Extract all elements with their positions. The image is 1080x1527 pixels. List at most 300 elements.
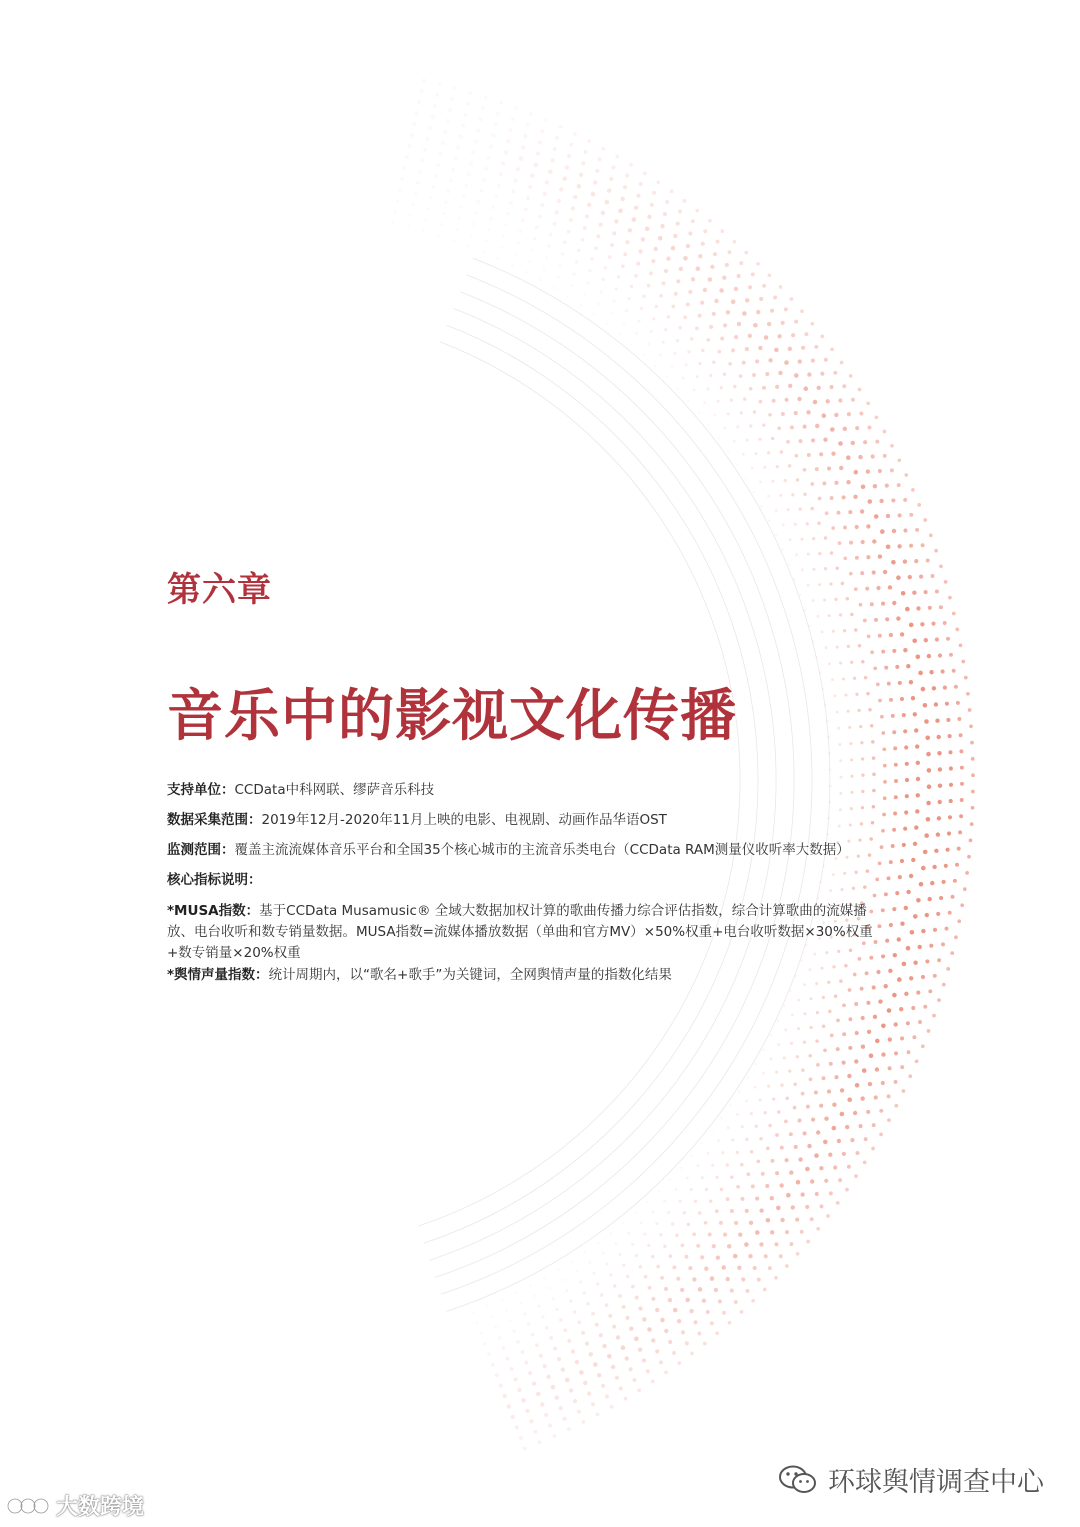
decor-dot — [957, 919, 961, 923]
decor-dot — [571, 1349, 575, 1353]
decor-dot — [544, 1413, 548, 1417]
decor-dot — [733, 385, 737, 389]
decor-dot — [931, 622, 935, 626]
decor-dot — [842, 495, 846, 499]
decor-dot — [450, 97, 454, 101]
decor-dot — [759, 480, 762, 483]
decor-dot — [840, 888, 843, 891]
decor-dot — [789, 538, 792, 541]
decor-dot — [506, 1357, 510, 1361]
decor-dot — [611, 1365, 615, 1369]
decor-dot — [950, 951, 954, 955]
decor-dot — [969, 839, 973, 843]
decor-dot — [671, 1222, 674, 1225]
decor-dot — [828, 662, 831, 665]
decor-dot — [628, 228, 632, 232]
decor-dot — [832, 630, 835, 633]
decor-dot — [963, 887, 967, 891]
decor-dot — [710, 1321, 714, 1325]
monitor-row — [167, 840, 850, 860]
decor-dot — [798, 1119, 802, 1123]
decor-dot — [534, 1294, 537, 1297]
decor-dot — [736, 1185, 740, 1189]
decor-dot — [836, 1201, 840, 1205]
decor-dot — [626, 1275, 630, 1279]
decor-dot — [536, 151, 540, 155]
decor-dot — [832, 1126, 837, 1131]
decor-dot — [918, 1020, 922, 1024]
decor-dot — [557, 276, 560, 279]
decor-dot — [891, 560, 896, 565]
decor-dot — [615, 287, 618, 290]
decor-dot — [907, 1050, 911, 1054]
decor-dot — [644, 1275, 648, 1279]
decor-dot — [479, 117, 483, 121]
decor-dot — [911, 858, 915, 862]
decor-dot — [893, 812, 897, 816]
decor-dot — [489, 217, 492, 220]
decor-dot — [504, 223, 507, 226]
decor-dot — [960, 782, 964, 786]
decor-dot — [842, 1061, 846, 1065]
decor-dot — [734, 1221, 738, 1225]
decor-dot — [741, 1197, 745, 1201]
decor-dot — [722, 1311, 726, 1315]
decor-dot — [777, 426, 781, 430]
decor-dot — [553, 1347, 557, 1351]
decor-dot — [814, 345, 818, 349]
decor-dot — [810, 1217, 814, 1221]
decor-dot — [698, 1287, 703, 1292]
decor-dot — [939, 564, 943, 568]
decor-dot — [428, 126, 433, 131]
decor-dot — [720, 229, 724, 233]
decor-dot — [803, 1012, 806, 1015]
decor-dot — [529, 1284, 532, 1287]
decor-dot — [705, 1188, 708, 1191]
decor-dot — [791, 1205, 795, 1209]
decor-dot — [590, 257, 594, 261]
decor-dot — [875, 878, 879, 882]
decor-dot — [415, 111, 419, 115]
decor-dot — [923, 850, 928, 855]
decor-dot — [540, 129, 544, 133]
opinion-label: *舆情声量指数： — [167, 967, 269, 983]
decor-dot — [516, 1340, 520, 1344]
decor-dot — [872, 805, 876, 809]
decor-dot — [551, 1385, 556, 1390]
decor-dot — [742, 311, 747, 316]
decor-dot — [767, 451, 770, 454]
decor-dot — [733, 240, 737, 244]
decor-dot — [605, 200, 610, 205]
decor-dot — [851, 398, 855, 402]
decor-dot — [819, 1166, 823, 1170]
decor-dot — [686, 303, 690, 307]
decor-dot — [514, 253, 517, 256]
decor-dot — [826, 1214, 830, 1218]
decor-dot — [889, 698, 893, 702]
decor-dot — [848, 726, 851, 729]
decor-dot — [832, 965, 835, 968]
decor-dot — [776, 465, 779, 468]
decor-dot — [836, 1047, 840, 1051]
decor-dot — [690, 337, 694, 341]
decor-dot — [942, 880, 946, 884]
decor-dot — [585, 1342, 589, 1346]
decor-dot — [854, 871, 857, 874]
decor-dot — [756, 310, 760, 314]
decor-dot — [867, 1030, 871, 1034]
decor-dot — [871, 1147, 875, 1151]
decor-dot — [758, 438, 761, 441]
decor-dot — [612, 165, 616, 169]
decor-dot — [851, 441, 855, 445]
decor-dot — [970, 741, 974, 745]
decor-dot — [772, 1097, 775, 1100]
decor-dot — [569, 218, 573, 222]
decor-dot — [609, 1232, 612, 1235]
decor-dot — [753, 1266, 757, 1270]
decor-dot — [944, 580, 948, 584]
decor-dot — [515, 1292, 518, 1295]
decor-dot — [828, 1010, 832, 1014]
decor-dot — [494, 123, 498, 127]
decor-dot — [726, 1197, 730, 1201]
decor-dot — [768, 519, 771, 522]
decor-dot — [971, 790, 975, 794]
decor-dot — [759, 400, 763, 404]
decor-dot — [678, 210, 682, 214]
decor-dot — [888, 585, 892, 589]
decor-dot — [559, 1318, 563, 1322]
decor-dot — [759, 1242, 763, 1246]
decor-dot — [812, 537, 815, 540]
decor-dot — [529, 260, 532, 263]
decor-dot — [791, 333, 795, 337]
decor-dot — [789, 1170, 793, 1174]
decor-dot — [717, 350, 721, 354]
decor-dot — [733, 1254, 738, 1259]
decor-dot — [605, 1395, 609, 1399]
decor-dot — [548, 169, 553, 174]
decor-dot — [882, 813, 886, 817]
decor-dot — [435, 93, 439, 97]
decor-dot — [911, 488, 915, 492]
decor-dot — [538, 215, 542, 219]
decor-dot — [770, 1230, 774, 1234]
decor-dot — [755, 359, 759, 363]
decor-dot — [679, 267, 683, 271]
decor-dot — [906, 1021, 910, 1025]
decor-dot — [715, 1209, 719, 1213]
decor-dot — [876, 683, 880, 687]
decor-dot — [937, 958, 941, 962]
decor-dot — [523, 134, 527, 138]
decor-dot — [865, 971, 869, 975]
decor-dot — [599, 223, 603, 227]
decor-dot — [511, 190, 515, 194]
decor-dot — [959, 733, 963, 737]
decor-dot — [937, 735, 941, 739]
decor-dot — [409, 214, 412, 217]
decor-dot — [921, 687, 926, 692]
decor-dot — [831, 452, 835, 456]
decor-dot — [811, 1118, 815, 1122]
decor-dot — [665, 200, 669, 204]
decor-dot — [750, 1112, 753, 1115]
decor-dot — [921, 929, 925, 933]
decor-dot — [827, 1089, 831, 1093]
decor-dot — [803, 1131, 807, 1135]
decor-dot — [856, 1151, 860, 1155]
decor-dot — [854, 470, 859, 475]
decor-dot — [577, 249, 581, 253]
decor-dot — [768, 1124, 772, 1128]
decor-dot — [562, 1278, 565, 1281]
decor-dot — [857, 709, 860, 712]
decor-dot — [440, 223, 443, 226]
decor-dot — [675, 1188, 678, 1191]
decor-dot — [566, 295, 569, 298]
decor-dot — [638, 1348, 642, 1352]
decor-dot — [934, 702, 938, 706]
decor-dot — [903, 528, 907, 532]
decor-dot — [832, 1103, 836, 1107]
decor-dot — [969, 724, 973, 728]
decor-dot — [796, 478, 800, 482]
decor-dot — [530, 174, 534, 178]
decor-dot — [588, 269, 591, 272]
decor-dot — [800, 309, 804, 313]
decor-dot — [816, 1063, 820, 1067]
decor-dot — [929, 533, 933, 537]
decor-dot — [447, 190, 451, 194]
decor-dot — [774, 348, 779, 353]
decor-dot — [704, 1267, 708, 1271]
decor-dot — [706, 387, 709, 390]
decor-dot — [860, 509, 864, 513]
decor-dot — [900, 697, 904, 701]
decor-dot — [860, 987, 864, 991]
decor-dot — [739, 261, 743, 265]
decor-dot — [717, 1139, 720, 1142]
decor-dot — [861, 1096, 865, 1100]
decor-dot — [863, 885, 867, 889]
decor-dot — [889, 633, 893, 637]
decor-dot — [523, 1312, 526, 1315]
decor-dot — [938, 784, 942, 788]
decor-dot — [872, 773, 876, 777]
decor-dot — [968, 708, 972, 712]
decor-dot — [709, 374, 712, 377]
decor-dot — [903, 559, 907, 563]
decor-dot — [971, 806, 975, 810]
decor-dot — [806, 1240, 810, 1244]
decor-dot — [843, 556, 847, 560]
decor-dot — [696, 266, 701, 271]
decor-dot — [904, 810, 908, 814]
decor-dot — [761, 1172, 765, 1176]
decor-dot — [799, 439, 803, 443]
decor-dot — [806, 522, 809, 525]
decor-dot — [714, 1288, 718, 1292]
decor-dot — [946, 718, 950, 722]
decor-dot — [745, 347, 749, 351]
decor-dot — [859, 603, 863, 607]
decor-dot — [943, 686, 947, 690]
decor-dot — [873, 484, 877, 488]
decor-dot — [712, 360, 716, 364]
decor-dot — [625, 240, 629, 244]
decor-dot — [751, 272, 755, 276]
decor-dot — [923, 703, 928, 708]
decor-dot — [765, 372, 769, 376]
decor-dot — [914, 825, 918, 829]
decor-dot — [818, 583, 821, 586]
decor-dot — [745, 1138, 748, 1141]
decor-dot — [720, 1188, 724, 1192]
decor-dot — [908, 575, 912, 579]
decor-dot — [788, 464, 792, 468]
decor-dot — [905, 778, 909, 782]
decor-dot — [656, 180, 660, 184]
decor-dot — [793, 1082, 797, 1086]
decor-dot — [506, 139, 510, 143]
decor-dot — [902, 962, 907, 967]
decor-dot — [642, 353, 645, 356]
decor-dot — [434, 174, 438, 178]
decor-dot — [959, 814, 963, 818]
decor-dot — [894, 1022, 898, 1026]
decor-dot — [586, 281, 589, 284]
decor-dot — [469, 161, 473, 165]
decor-dot — [844, 694, 847, 697]
decor-dot — [685, 1341, 689, 1345]
decor-dot — [781, 548, 784, 551]
decor-dot — [801, 1092, 805, 1096]
decor-dot — [491, 206, 495, 210]
decor-dot — [625, 309, 628, 312]
decor-dot — [779, 285, 783, 289]
decor-dot — [861, 757, 864, 760]
decor-dot — [888, 1037, 892, 1041]
decor-dot — [703, 401, 706, 404]
decor-dot — [580, 304, 583, 307]
decor-dot — [824, 358, 828, 362]
decor-dot — [815, 467, 819, 471]
decor-dot — [591, 1312, 595, 1316]
decor-dot — [651, 259, 655, 263]
decor-dot — [866, 524, 870, 528]
decor-dot — [866, 1110, 870, 1114]
decor-dot — [786, 440, 790, 444]
decor-dot — [839, 466, 843, 470]
decor-dot — [727, 450, 730, 453]
decor-dot — [502, 1346, 506, 1350]
decor-dot — [721, 1151, 724, 1154]
decor-dot — [632, 1378, 636, 1382]
decor-dot — [787, 563, 790, 566]
decor-dot — [635, 1296, 639, 1300]
decor-dot — [532, 1381, 536, 1385]
decor-dot — [565, 1378, 570, 1383]
decor-dot — [474, 211, 477, 214]
decor-dot — [935, 719, 939, 723]
decor-dot — [810, 482, 814, 486]
decor-dot — [673, 234, 677, 238]
decor-dot — [789, 1132, 793, 1136]
decor-dot — [678, 326, 682, 330]
decor-dot — [491, 134, 495, 138]
decor-dot — [835, 566, 839, 570]
decor-dot — [905, 794, 909, 798]
decor-dot — [839, 792, 842, 795]
decor-dot — [751, 1184, 755, 1188]
decor-dot — [913, 712, 917, 716]
decor-dot — [897, 977, 902, 982]
decor-dot — [754, 1086, 757, 1089]
decor-dot — [924, 638, 928, 642]
decor-dot — [596, 234, 600, 238]
decor-dot — [758, 346, 762, 350]
decor-dot — [873, 666, 877, 670]
decor-dot — [916, 761, 920, 765]
decor-dot — [850, 791, 853, 794]
decor-dot — [796, 1055, 799, 1058]
decor-dot — [947, 831, 951, 835]
decor-dot — [937, 751, 941, 755]
decor-dot — [892, 730, 896, 734]
decor-dot — [717, 437, 720, 440]
decor-dot — [693, 389, 696, 392]
decor-dot — [881, 829, 885, 833]
decor-dot — [896, 616, 900, 620]
decor-dot — [798, 359, 802, 363]
decor-dot — [506, 212, 510, 216]
decor-dot — [825, 646, 828, 649]
decor-dot — [692, 1232, 696, 1236]
decor-dot — [740, 411, 743, 414]
decor-dot — [953, 879, 957, 883]
decor-dot — [486, 1305, 489, 1308]
decor-dot — [846, 455, 851, 460]
decor-dot — [615, 1242, 618, 1245]
decor-dot — [730, 399, 733, 402]
decor-dot — [763, 1288, 767, 1292]
decor-dot — [829, 889, 832, 892]
decor-dot — [912, 591, 916, 595]
decor-dot — [701, 349, 705, 353]
decor-dot — [744, 251, 748, 255]
decor-dot — [855, 556, 859, 560]
decor-dot — [813, 400, 818, 405]
decor-dot — [567, 154, 571, 158]
decor-dot — [516, 241, 519, 244]
decor-dot — [938, 800, 942, 804]
decor-dot — [894, 795, 898, 799]
decor-dot — [414, 192, 417, 195]
decor-dot — [431, 185, 435, 189]
decor-dot — [487, 1352, 491, 1356]
decor-dot — [776, 1206, 781, 1211]
decor-dot — [484, 96, 488, 100]
decor-dot — [570, 1260, 573, 1263]
decor-dot — [612, 231, 616, 235]
decor-dot — [925, 959, 929, 963]
decor-dot — [916, 777, 920, 781]
decor-dot — [868, 426, 872, 430]
